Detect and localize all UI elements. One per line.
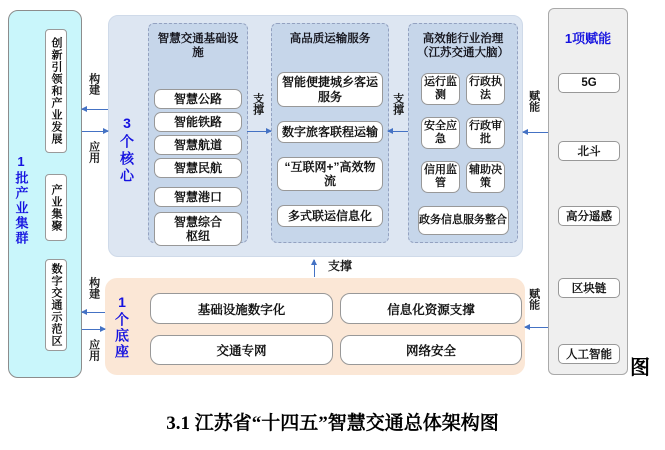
- list-item: 多式联运信息化: [277, 205, 383, 227]
- transport-services-header: 高品质运输服务: [289, 33, 371, 45]
- empower-label: 赋能: [527, 90, 540, 112]
- governance-header-line1: 高效能行业治理: [422, 33, 504, 45]
- list-item: 智慧民航: [154, 158, 242, 178]
- industry-cluster-panel: [8, 10, 82, 378]
- empower-arrow-left-icon: [525, 327, 548, 328]
- list-item: 智慧港口: [154, 187, 242, 207]
- infrastructure-column: [148, 23, 248, 243]
- list-item: 数字旅客联程运输: [277, 121, 383, 143]
- caption-wrap-char: 图: [630, 357, 650, 379]
- support-label: 支撑: [251, 93, 264, 115]
- list-item: 智能铁路: [154, 112, 242, 132]
- base-layer-panel: [105, 278, 525, 375]
- governance-grid: [421, 73, 505, 193]
- industry-cluster-item: 产业集聚: [45, 174, 67, 241]
- list-item: 安全应急: [421, 117, 460, 149]
- list-item: 智慧综合枢纽: [154, 212, 242, 246]
- support-arrow-up-icon: [314, 260, 315, 277]
- list-item: 北斗: [558, 141, 620, 161]
- list-item: 智慧公路: [154, 89, 242, 109]
- empowerment-title: 1项赋能: [564, 31, 612, 46]
- figure-caption: 3.1 江苏省“十四五”智慧交通总体架构图: [166, 413, 499, 434]
- industry-cluster-item: 创新引领和产业发展: [45, 29, 67, 153]
- empower-arrow-left-icon: [523, 132, 548, 133]
- list-item: “互联网+”高效物流: [277, 157, 383, 191]
- list-item: 行政执法: [466, 73, 505, 105]
- list-item: 辅助决策: [466, 161, 505, 193]
- empowerment-panel: [548, 8, 628, 375]
- apply-arrow-right-icon: [82, 131, 108, 132]
- build-label: 构建: [87, 73, 100, 95]
- list-item: 行政审批: [466, 117, 505, 149]
- list-item: 5G: [558, 73, 620, 93]
- industry-cluster-title: 1批产业集群: [13, 154, 29, 246]
- three-cores-title: 3个核心: [119, 115, 135, 185]
- list-item: 政务信息服务整合: [418, 206, 509, 235]
- list-item: 信息化资源支撑: [340, 293, 522, 324]
- list-item: 人工智能: [558, 344, 620, 364]
- apply-arrow-right-icon: [82, 329, 105, 330]
- infrastructure-list: [154, 89, 242, 246]
- build-arrow-left-icon: [82, 109, 108, 110]
- governance-column: [408, 23, 518, 243]
- list-item: 基础设施数字化: [150, 293, 333, 324]
- base-layer-title: 1个底座: [114, 294, 130, 360]
- support-arrow-left-icon: [388, 131, 408, 132]
- list-item: 网络安全: [340, 335, 522, 365]
- list-item: 高分遥感: [558, 206, 620, 226]
- industry-cluster-item: 数字交通示范区: [45, 259, 67, 351]
- transport-services-column: [271, 23, 389, 243]
- transport-services-list: [277, 72, 383, 227]
- governance-header-line2: （江苏交通大脑）: [417, 47, 509, 60]
- list-item: 信用监管: [421, 161, 460, 193]
- three-cores-panel: [108, 15, 523, 257]
- list-item: 区块链: [558, 278, 620, 298]
- apply-label: 应用: [87, 339, 100, 361]
- empower-label: 赋能: [527, 288, 540, 310]
- build-label: 构建: [87, 277, 100, 299]
- infrastructure-header: 智慧交通基础设施: [157, 33, 239, 60]
- list-item: 智能便捷城乡客运服务: [277, 72, 383, 106]
- governance-header: [417, 32, 509, 61]
- support-label: 支撑: [328, 259, 353, 273]
- support-arrow-right-icon: [247, 131, 271, 132]
- list-item: 运行监测: [421, 73, 460, 105]
- apply-label: 应用: [87, 141, 100, 163]
- list-item: 智慧航道: [154, 135, 242, 155]
- list-item: 交通专网: [150, 335, 333, 365]
- support-label: 支撑: [391, 93, 404, 115]
- build-arrow-left-icon: [82, 312, 105, 313]
